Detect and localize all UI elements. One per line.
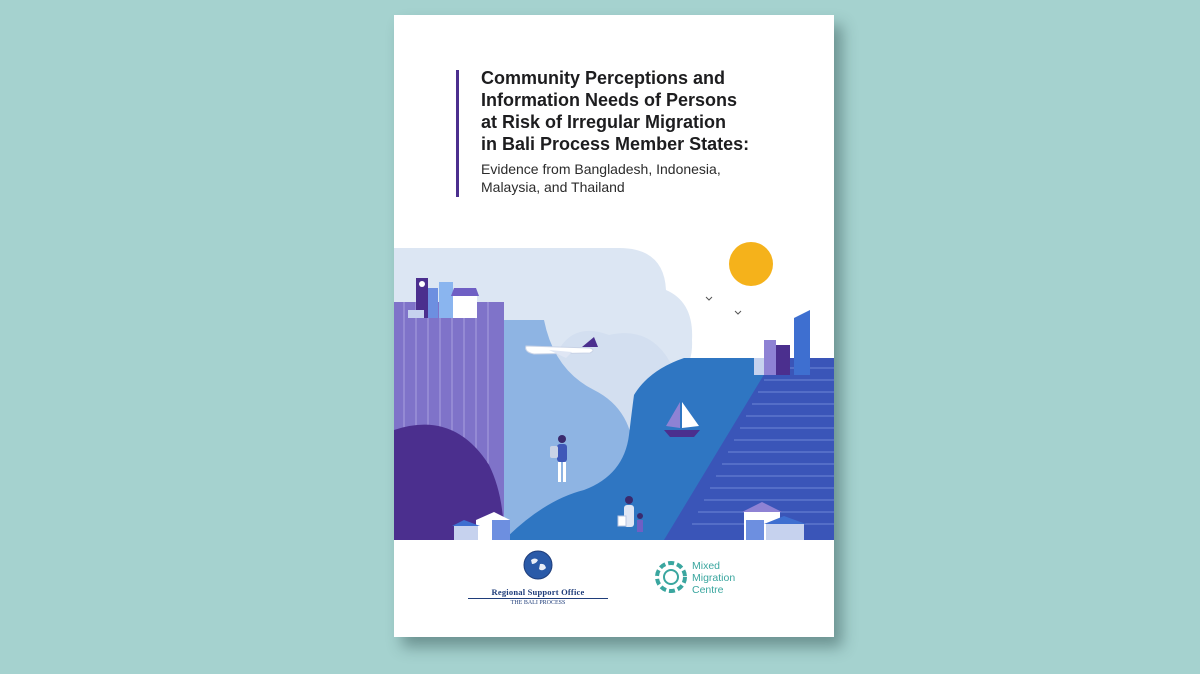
title-line: in Bali Process Member States: — [481, 134, 750, 154]
mmc-name — [692, 560, 772, 596]
rso-subtitle: THE BALI PROCESS — [510, 600, 566, 606]
title-accent-bar — [456, 70, 459, 197]
regional-support-office-logo — [468, 550, 608, 606]
bird — [735, 311, 741, 314]
mmc-emblem-icon — [654, 560, 688, 594]
right-city-skyline — [754, 310, 810, 375]
mixed-migration-centre-logo — [654, 560, 736, 600]
sun — [729, 242, 773, 286]
title-line: at Risk of Irregular Migration — [481, 112, 727, 132]
migration-illustration — [394, 240, 834, 540]
title-line: Community Perceptions and — [481, 68, 726, 88]
bird — [706, 297, 712, 300]
report-title — [481, 67, 811, 155]
mmc-line: Migration — [692, 572, 736, 584]
globe-icon — [523, 550, 553, 580]
rso-name: Regional Support Office — [468, 587, 608, 599]
mmc-line: Centre — [692, 584, 724, 596]
subtitle-line: Evidence from Bangladesh, Indonesia, — [481, 161, 721, 177]
report-cover — [394, 15, 834, 637]
title-line: Information Needs of Persons — [481, 90, 738, 110]
report-subtitle — [481, 160, 811, 196]
partner-logos — [394, 545, 834, 637]
subtitle-line: Malaysia, and Thailand — [481, 179, 625, 195]
mmc-line: Mixed — [692, 560, 721, 572]
